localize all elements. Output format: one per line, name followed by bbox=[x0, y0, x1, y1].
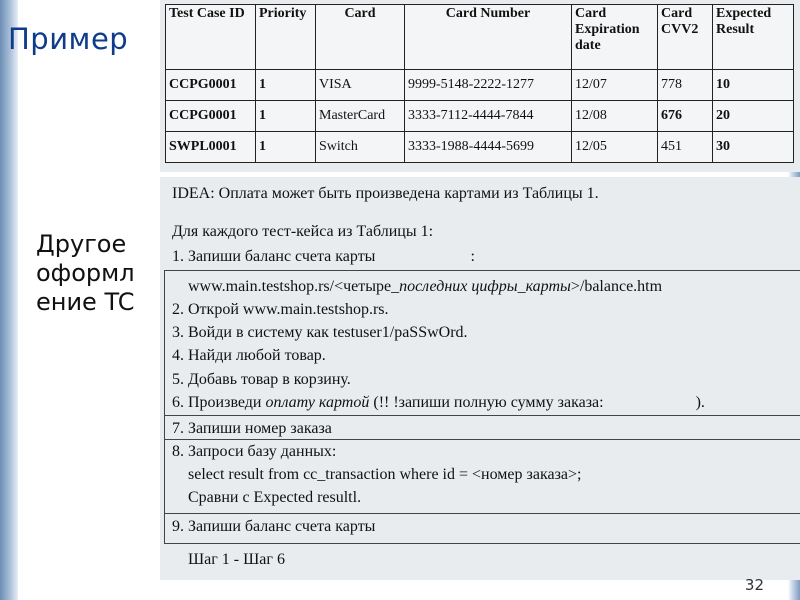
table-row bbox=[166, 70, 794, 101]
cell-card: Switch bbox=[316, 132, 405, 163]
divider bbox=[164, 513, 800, 514]
cell-priority: 1 bbox=[256, 101, 316, 132]
header-card-number: Card Number bbox=[405, 5, 572, 70]
cell-expiration: 12/05 bbox=[572, 132, 658, 163]
cell-card-number: 3333-1988-4444-5699 bbox=[405, 132, 572, 163]
left-gradient-bar bbox=[0, 0, 18, 600]
page-number: 32 bbox=[744, 576, 764, 594]
divider bbox=[164, 415, 800, 416]
cell-test-case-id: SWPL0001 bbox=[166, 132, 256, 163]
divider bbox=[164, 270, 800, 271]
header-test-case-id: Test Case ID bbox=[166, 5, 256, 70]
test-case-table-panel bbox=[160, 0, 800, 172]
cell-expiration: 12/08 bbox=[572, 101, 658, 132]
idea-heading: IDEA: Оплата может быть произведена картами из Таблицы 1. bbox=[172, 185, 599, 202]
url-suffix: >/balance.htm bbox=[570, 278, 663, 295]
step-1-text: 1. Запиши баланс счета карты bbox=[172, 248, 376, 265]
cell-test-case-id: CCPG0001 bbox=[166, 70, 256, 101]
divider bbox=[164, 543, 800, 544]
side-note: Другое оформление TC bbox=[36, 230, 135, 316]
cell-cvv2: 676 bbox=[658, 101, 713, 132]
url-italic-part: _последних цифры_карты bbox=[391, 278, 571, 295]
cell-card-number: 9999-5148-2222-1277 bbox=[405, 70, 572, 101]
step-9: 9. Запиши баланс счета карты bbox=[172, 518, 376, 535]
divider bbox=[164, 270, 165, 544]
cell-cvv2: 778 bbox=[658, 70, 713, 101]
table-row bbox=[166, 132, 794, 163]
balance-url bbox=[188, 278, 662, 296]
cell-card-number: 3333-7112-4444-7844 bbox=[405, 101, 572, 132]
header-expected-result: Expected Result bbox=[713, 5, 794, 70]
idea-panel bbox=[160, 177, 800, 580]
header-card: Card bbox=[316, 5, 405, 70]
table-header-row bbox=[166, 5, 794, 70]
step-8-compare: Сравни с Expected resultl. bbox=[188, 489, 362, 506]
divider bbox=[164, 439, 800, 440]
step-6-end: ). bbox=[695, 394, 705, 411]
step-5: 5. Добавь товар в корзину. bbox=[172, 371, 351, 388]
step-6-text: 6. Произведи bbox=[172, 394, 262, 411]
header-card-cvv2: Card CVV2 bbox=[658, 5, 713, 70]
header-priority: Priority bbox=[256, 5, 316, 70]
step-6-italic: оплату картой bbox=[265, 394, 370, 411]
step-2: 2. Открой www.main.testshop.rs. bbox=[172, 301, 389, 318]
step-4: 4. Найди любой товар. bbox=[172, 347, 326, 364]
cell-expected-result: 20 bbox=[713, 101, 794, 132]
cell-priority: 1 bbox=[256, 132, 316, 163]
step-6 bbox=[172, 394, 705, 412]
step-1-colon: : bbox=[470, 248, 475, 265]
cell-priority: 1 bbox=[256, 70, 316, 101]
step-8: 8. Запроси базу данных: bbox=[172, 443, 337, 460]
cell-cvv2: 451 bbox=[658, 132, 713, 163]
cell-card: MasterCard bbox=[316, 101, 405, 132]
url-prefix: www.main.testshop.rs/<четыре bbox=[188, 278, 392, 295]
cell-expiration: 12/07 bbox=[572, 70, 658, 101]
cell-expected-result: 30 bbox=[713, 132, 794, 163]
step-7: 7. Запиши номер заказа bbox=[172, 420, 332, 437]
step-8-sql: select result from cc_transaction where id = <номер заказа>; bbox=[188, 466, 582, 483]
idea-intro: Для каждого тест-кейса из Таблицы 1: bbox=[172, 223, 434, 240]
cell-expected-result: 10 bbox=[713, 70, 794, 101]
step-3: 3. Войди в систему как testuser1/paSSwOrd. bbox=[172, 324, 468, 341]
step-6-note: (!! !запиши полную сумму заказа: bbox=[373, 394, 604, 411]
steps-footer: Шаг 1 - Шаг 6 bbox=[188, 551, 285, 568]
header-card-expiration-date: Card Expiration date bbox=[572, 5, 658, 70]
cell-test-case-id: CCPG0001 bbox=[166, 101, 256, 132]
step-1 bbox=[172, 248, 475, 266]
test-case-table bbox=[165, 4, 794, 163]
slide-title: Пример bbox=[8, 22, 129, 56]
cell-card: VISA bbox=[316, 70, 405, 101]
table-row bbox=[166, 101, 794, 132]
